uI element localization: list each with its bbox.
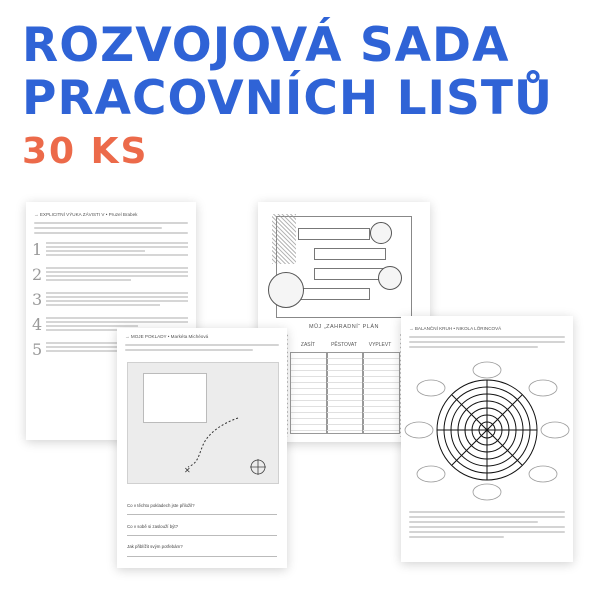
svg-text:✕: ✕ (184, 466, 191, 475)
column-header: VYPLEVT (368, 342, 392, 348)
text-line (409, 516, 565, 518)
headline (22, 18, 554, 172)
text-line (409, 511, 565, 513)
text-line (125, 344, 279, 346)
treasure-path-illustration (128, 363, 278, 483)
plan-column (362, 352, 400, 434)
worksheet-preview-treasure-map (117, 328, 287, 568)
column-header: ZASÍT (300, 342, 316, 348)
headline-line-2: PRACOVNÍCH LISTŮ (22, 71, 554, 126)
plan-column (290, 352, 328, 434)
text-line (34, 232, 188, 234)
text-line (409, 526, 565, 528)
text-line (409, 336, 565, 338)
headline-count: 30 KS (22, 131, 149, 172)
step-item (32, 240, 188, 259)
step-item (32, 290, 188, 309)
text-line (34, 227, 162, 229)
foliage-illustration (272, 214, 296, 264)
sheet-title: → BALANČNÍ KRUH • NIKOLA LÖRINCOVÁ (409, 326, 502, 331)
step-number: 4 (32, 315, 43, 334)
step-item (32, 265, 188, 284)
sheet-title: → EXPLICITNÍ VÝUKA ZÁVISTI V • Pruzel Brabek (34, 212, 138, 217)
write-banner (314, 248, 386, 260)
question: Co v těchto pokladech jste přiložil? (127, 503, 195, 508)
worksheet-preview-balance-wheel (401, 316, 573, 562)
text-line (34, 222, 188, 224)
flower-illustration (378, 266, 402, 290)
step-number: 5 (32, 340, 43, 359)
text-line (125, 349, 253, 351)
step-number: 1 (32, 240, 43, 259)
step-number: 2 (32, 265, 43, 284)
column-header: PĚSTOVAT (331, 342, 357, 348)
text-line (409, 536, 504, 538)
plan-title: MŮJ „ZAHRADNÍ“ PLÁN (308, 324, 379, 330)
write-banner (298, 288, 370, 300)
flower-illustration (370, 222, 392, 244)
answer-line (127, 514, 277, 515)
text-line (409, 346, 538, 348)
text-line (409, 341, 565, 343)
headline-line-1: ROZVOJOVÁ SADA (22, 18, 510, 73)
plan-column (326, 352, 364, 434)
balance-wheel-illustration (401, 358, 573, 508)
map-area (127, 362, 279, 484)
answer-line (127, 556, 277, 557)
sheet-title: → MOJE POKLADY • Markéta Michéová (125, 334, 209, 339)
flower-illustration (268, 272, 304, 308)
write-banner (314, 268, 386, 280)
question: Jak přiblížit svým potřebám? (127, 544, 183, 549)
text-line (409, 531, 565, 533)
step-number: 3 (32, 290, 43, 309)
question: Co v sobě si zaslouží být? (127, 524, 179, 529)
write-banner (298, 228, 370, 240)
answer-line (127, 535, 277, 536)
text-line (409, 521, 538, 523)
